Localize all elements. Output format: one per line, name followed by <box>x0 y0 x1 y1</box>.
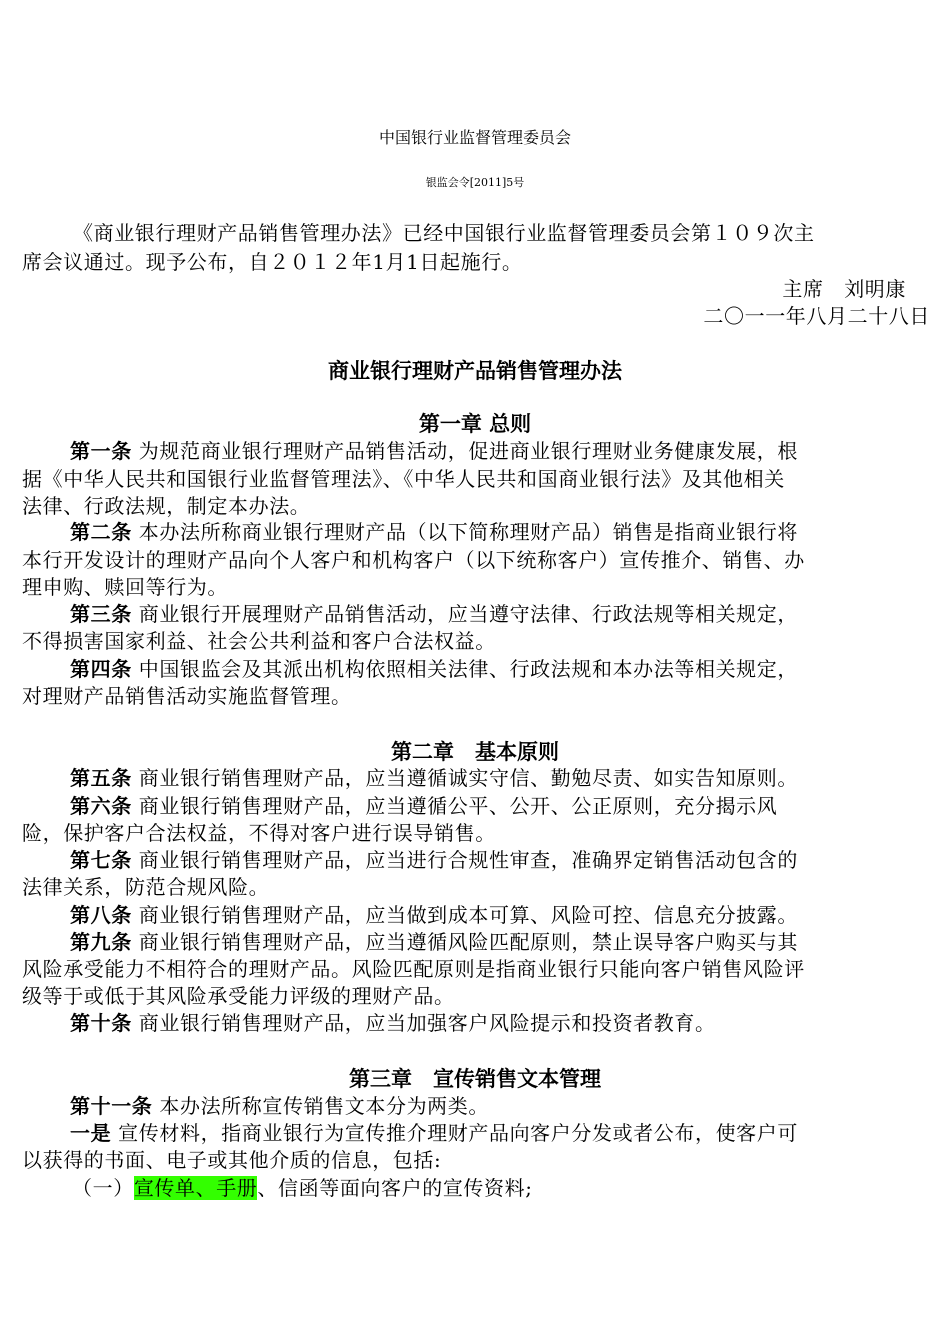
item-label: 一是 <box>70 1121 112 1145</box>
article-label: 第六条 <box>70 794 132 818</box>
chapter-1-title: 第一章 总则 <box>418 411 532 436</box>
article-text: 商业银行销售理财产品，应当遵循公平、公开、公正原则，充分揭示风 <box>138 794 778 818</box>
article-text: 商业银行销售理财产品，应当加强客户风险提示和投资者教育。 <box>138 1011 716 1035</box>
article-text: 商业银行销售理财产品，应当进行合规性审查，准确界定销售活动包含的 <box>138 848 798 872</box>
article-label: 第十一条 <box>70 1094 153 1118</box>
article-text: 本办法所称商业银行理财产品（以下简称理财产品）销售是指商业银行将 <box>138 520 798 544</box>
highlighted-text: 宣传单、手册 <box>133 1176 258 1200</box>
article-text: 中国银监会及其派出机构依照相关法律、行政法规和本办法等相关规定， <box>138 657 798 681</box>
article-label: 第四条 <box>70 657 132 681</box>
sub-item-1 <box>72 1178 533 1198</box>
article-11 <box>70 1096 489 1116</box>
article-9-line-3: 级等于或低于其风险承受能力评级的理财产品。 <box>22 984 455 1008</box>
article-text: 商业银行销售理财产品，应当做到成本可算、风险可控、信息充分披露。 <box>138 903 798 927</box>
article-6-line-2: 险，保护客户合法权益，不得对客户进行误导销售。 <box>22 821 496 845</box>
article-1 <box>70 441 798 461</box>
article-4 <box>70 659 798 679</box>
document-title: 商业银行理财产品销售管理办法 <box>328 358 622 383</box>
article-3 <box>70 604 798 624</box>
article-label: 第三条 <box>70 602 132 626</box>
preamble-line-1: 《商业银行理财产品销售管理办法》已经中国银行业监督管理委员会第１０９次主 <box>73 221 815 245</box>
article-2 <box>70 522 798 542</box>
item-text: 宣传材料，指商业银行为宣传推介理财产品向客户分发或者公布，使客户可 <box>118 1121 798 1145</box>
article-6 <box>70 796 777 816</box>
issuing-organization: 中国银行业监督管理委员会 <box>378 128 571 147</box>
article-5 <box>70 768 798 788</box>
article-1-line-3: 法律、行政法规，制定本办法。 <box>22 494 311 518</box>
signing-date: 二〇一一年八月二十八日 <box>703 304 930 328</box>
article-text: 商业银行销售理财产品，应当遵循风险匹配原则，禁止误导客户购买与其 <box>138 930 798 954</box>
article-text: 商业银行开展理财产品销售活动，应当遵守法律、行政法规等相关规定， <box>138 602 798 626</box>
article-7-line-2: 法律关系，防范合规风险。 <box>22 875 270 899</box>
article-text: 本办法所称宣传销售文本分为两类。 <box>159 1094 489 1118</box>
article-2-line-2: 本行开发设计的理财产品向个人客户和机构客户（以下统称客户）宣传推介、销售、办 <box>22 548 805 572</box>
item-1-line-2: 以获得的书面、电子或其他介质的信息，包括: <box>22 1148 442 1172</box>
article-1-line-2: 据《中华人民共和国银行业监督管理法》、《中华人民共和国商业银行法》及其他相关 <box>22 467 785 491</box>
sub-item-text: 、信函等面向客户的宣传资料; <box>257 1176 533 1200</box>
order-number: 银监会令[2011]5号 <box>425 176 525 189</box>
article-label: 第一条 <box>70 439 132 463</box>
article-label: 第二条 <box>70 520 132 544</box>
article-text: 为规范商业银行理财产品销售活动，促进商业银行理财业务健康发展，根 <box>138 439 798 463</box>
chapter-2-title: 第二章 基本原则 <box>391 739 559 764</box>
article-label: 第九条 <box>70 930 132 954</box>
chapter-3-title: 第三章 宣传销售文本管理 <box>349 1066 601 1091</box>
sub-item-prefix: （一） <box>72 1176 134 1200</box>
article-label: 第十条 <box>70 1011 132 1035</box>
article-2-line-3: 理申购、赎回等行为。 <box>22 575 228 599</box>
article-4-line-2: 对理财产品销售活动实施监督管理。 <box>22 684 352 708</box>
article-7 <box>70 850 798 870</box>
article-3-line-2: 不得损害国家利益、社会公共利益和客户合法权益。 <box>22 629 496 653</box>
article-label: 第五条 <box>70 766 132 790</box>
article-label: 第八条 <box>70 903 132 927</box>
article-label: 第七条 <box>70 848 132 872</box>
article-10 <box>70 1013 716 1033</box>
article-8 <box>70 905 798 925</box>
article-9 <box>70 932 798 952</box>
item-1 <box>70 1123 798 1143</box>
signatory: 主席 刘明康 <box>782 277 906 301</box>
preamble-line-2: 席会议通过。现予公布，自２０１２年1月1日起施行。 <box>22 250 523 274</box>
article-9-line-2: 风险承受能力不相符合的理财产品。风险匹配原则是指商业银行只能向客户销售风险评 <box>22 957 805 981</box>
article-text: 商业银行销售理财产品，应当遵循诚实守信、勤勉尽责、如实告知原则。 <box>138 766 798 790</box>
